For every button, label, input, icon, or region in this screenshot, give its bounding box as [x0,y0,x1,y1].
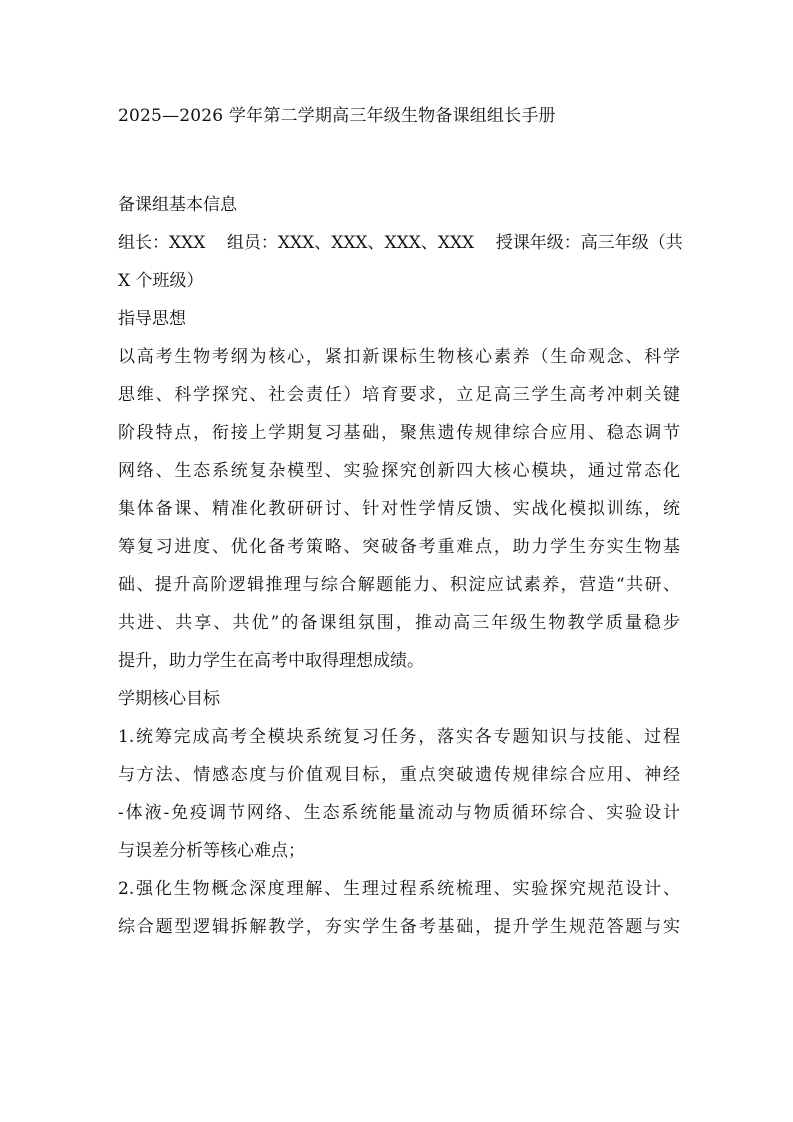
basic-info-line: X 个班级） [118,271,204,291]
core-goal-2-line: 2.强化生物概念深度理解、生理过程系统梳理、实验探究规范设计、 [118,879,680,899]
section-heading-basic-info: 备课组基本信息 [118,195,237,215]
section-heading-guiding-thought: 指导思想 [118,309,186,329]
guiding-thought-line: 思维、科学探究、社会责任）培育要求，立足高三学生高考冲刺关键 [118,385,680,405]
guiding-thought-line: 阶段特点，衔接上学期复习基础，聚焦遗传规律综合应用、稳态调节 [118,423,680,443]
guiding-thought-line: 共进、共享、共优”的备课组氛围，推动高三年级生物教学质量稳步 [118,613,680,633]
guiding-thought-line: 础、提升高阶逻辑推理与综合解题能力、积淀应试素养，营造“共研、 [118,575,680,595]
core-goal-2-line: 综合题型逻辑拆解教学，夯实学生备考基础，提升学生规范答题与实 [118,917,680,937]
core-goal-1-line: 与误差分析等核心难点； [118,841,305,861]
document-body [118,186,683,946]
guiding-thought-line: 筹复习进度、优化备考策略、突破备考重难点，助力学生夯实生物基 [118,537,680,557]
core-goal-1-line: 与方法、情感态度与价值观目标，重点突破遗传规律综合应用、神经 [118,765,680,785]
guiding-thought-line: 网络、生态系统复杂模型、实验探究创新四大核心模块，通过常态化 [118,461,680,481]
document-title: 2025—2026 学年第二学期高三年级生物备课组组长手册 [118,106,556,126]
guiding-thought-line: 集体备课、精准化教研研讨、针对性学情反馈、实战化模拟训练，统 [118,499,680,519]
basic-info-line: 组长：XXX 组员：XXX、XXX、XXX、XXX 授课年级：高三年级（共 [118,233,683,253]
guiding-thought-line: 提升，助力学生在高考中取得理想成绩。 [118,651,424,671]
guiding-thought-line: 以高考生物考纲为核心，紧扣新课标生物核心素养（生命观念、科学 [118,347,680,367]
section-heading-core-goals: 学期核心目标 [118,689,220,709]
core-goal-1-line: 1.统筹完成高考全模块系统复习任务，落实各专题知识与技能、过程 [118,727,680,747]
core-goal-1-line: -体液-免疫调节网络、生态系统能量流动与物质循环综合、实验设计 [118,803,680,823]
